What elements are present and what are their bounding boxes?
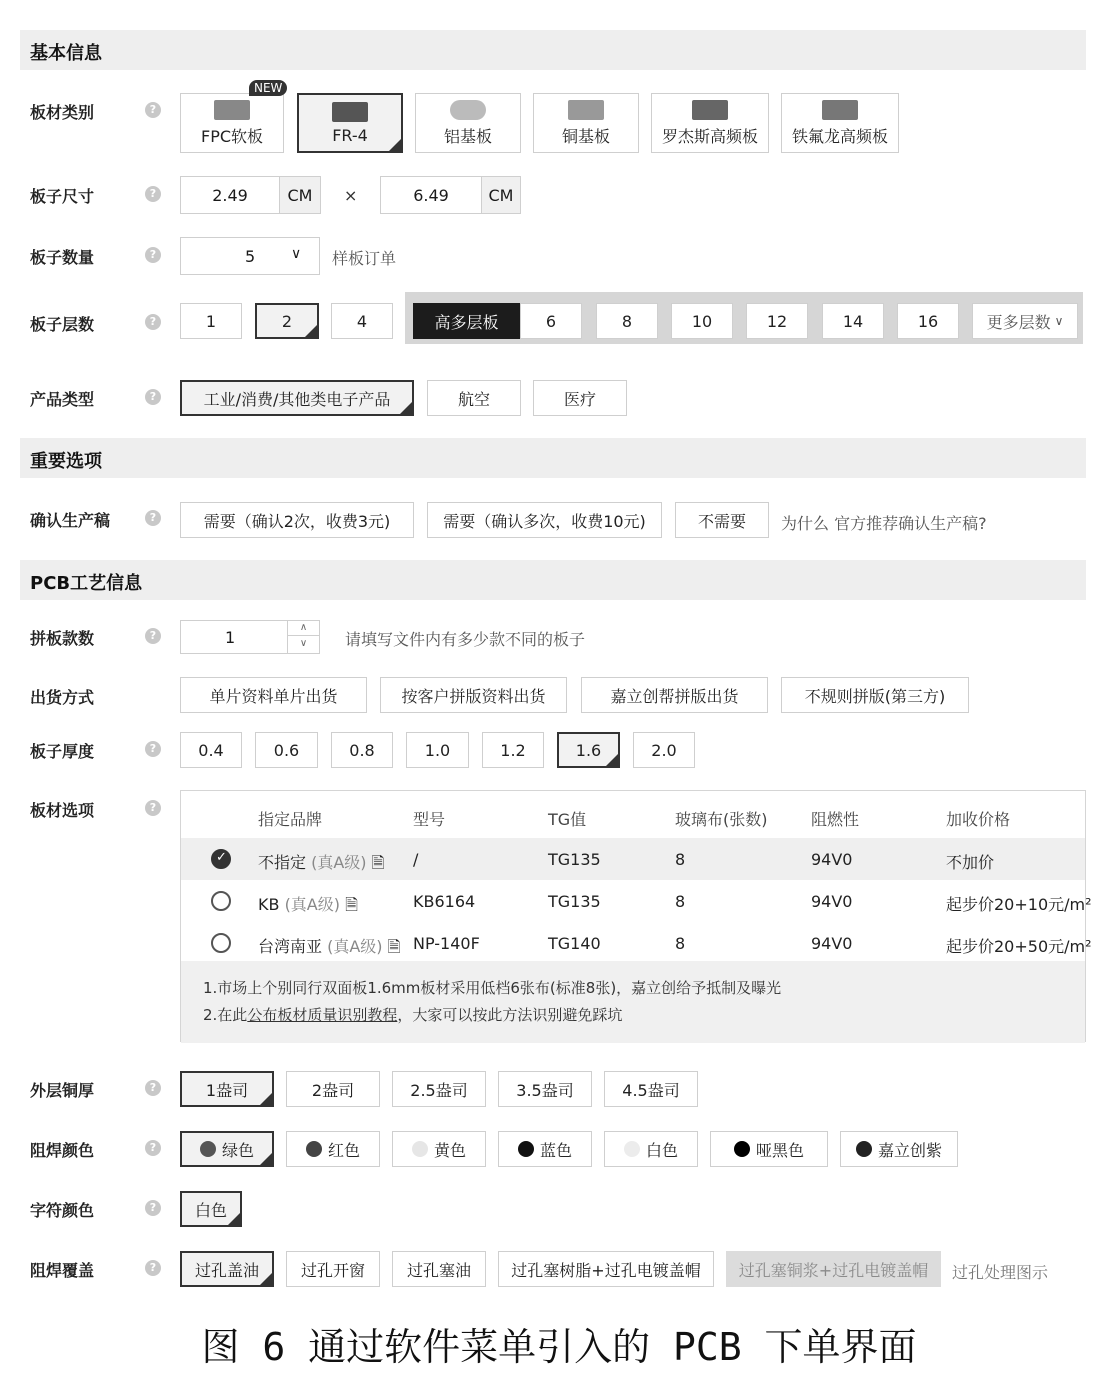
copper-option-1oz[interactable]: 1盎司 xyxy=(180,1071,274,1107)
color-swatch-icon xyxy=(518,1141,534,1157)
section-title: 基本信息 xyxy=(30,43,102,64)
silk-color-white[interactable]: 白色 xyxy=(180,1191,242,1227)
help-icon[interactable]: ? xyxy=(145,800,161,816)
layer-option-12[interactable]: 12 xyxy=(746,303,808,339)
shipping-option-customer-panel[interactable]: 按客户拼版资料出货 xyxy=(380,677,567,713)
header-price: 加收价格 xyxy=(946,810,1011,829)
color-swatch-icon xyxy=(200,1141,216,1157)
shipping-label: 出货方式 xyxy=(30,688,95,707)
board-qty-select[interactable]: 5 ∨ xyxy=(180,237,320,275)
layer-option-10[interactable]: 10 xyxy=(671,303,733,339)
silk-color-label: 字符颜色 xyxy=(30,1201,95,1220)
thickness-label: 板子厚度 xyxy=(30,742,95,761)
material-option-teflon[interactable]: 铁氟龙高频板 xyxy=(781,93,899,153)
shipping-option-jlc-panel[interactable]: 嘉立创帮拼版出货 xyxy=(581,677,768,713)
color-swatch-icon xyxy=(412,1141,428,1157)
radio-checked[interactable] xyxy=(211,849,231,869)
width-unit: CM xyxy=(279,176,321,214)
thickness-option-1.0[interactable]: 1.0 xyxy=(406,732,469,768)
confirm-option-twice[interactable]: 需要（确认2次，收费3元) xyxy=(180,502,414,538)
header-tg: TG值 xyxy=(548,810,587,829)
panel-count-label: 拼板款数 xyxy=(30,629,95,648)
times-sign: × xyxy=(344,186,358,205)
material-type-label: 板材类别 xyxy=(30,103,95,122)
solder-cover-open[interactable]: 过孔开窗 xyxy=(286,1251,380,1287)
copper-label: 外层铜厚 xyxy=(30,1081,95,1100)
radio-unchecked[interactable] xyxy=(211,891,231,911)
solder-cover-resin[interactable]: 过孔塞树脂+过孔电镀盖帽 xyxy=(498,1251,714,1287)
more-layers-dropdown[interactable]: 更多层数 ∨ xyxy=(972,303,1078,339)
product-type-aviation[interactable]: 航空 xyxy=(427,380,521,416)
header-flame: 阻燃性 xyxy=(811,810,860,829)
material-notes xyxy=(181,961,1085,1043)
panel-count-input[interactable]: 1 xyxy=(180,620,320,654)
help-icon[interactable]: ? xyxy=(145,1080,161,1096)
layer-option-4[interactable]: 4 xyxy=(331,303,393,339)
board-width-input[interactable]: 2.49 xyxy=(180,176,280,214)
aluminum-board-icon xyxy=(450,100,486,120)
document-icon[interactable]: 🗎 xyxy=(366,853,385,872)
help-icon[interactable]: ? xyxy=(145,628,161,644)
chevron-down-icon[interactable]: ∨ xyxy=(299,638,308,649)
material-option-aluminum[interactable]: 铝基板 xyxy=(415,93,521,153)
solder-cover-copper-paste: 过孔塞铜浆+过孔电镀盖帽 xyxy=(726,1251,941,1287)
layer-option-2[interactable]: 2 xyxy=(255,303,319,339)
copper-board-icon xyxy=(568,100,604,120)
copper-option-4.5oz[interactable]: 4.5盎司 xyxy=(604,1071,698,1107)
panel-count-stepper[interactable] xyxy=(287,620,319,654)
material-option-fr4[interactable]: FR-4 xyxy=(297,93,403,153)
confirm-label: 确认生产稿 xyxy=(30,511,111,530)
section-basic-info xyxy=(20,30,1086,70)
radio-unchecked[interactable] xyxy=(211,933,231,953)
thickness-option-1.6[interactable]: 1.6 xyxy=(557,732,620,768)
board-height-input[interactable]: 6.49 xyxy=(380,176,482,214)
solder-color-yellow[interactable]: 黄色 xyxy=(392,1131,486,1167)
confirm-option-multiple[interactable]: 需要（确认多次，收费10元) xyxy=(427,502,662,538)
color-swatch-icon xyxy=(856,1141,872,1157)
copper-option-2.5oz[interactable]: 2.5盎司 xyxy=(392,1071,486,1107)
solder-color-matte-black[interactable]: 哑黑色 xyxy=(710,1131,828,1167)
material-options-table xyxy=(180,790,1092,1042)
help-icon[interactable]: ? xyxy=(145,186,161,202)
thickness-option-2.0[interactable]: 2.0 xyxy=(633,732,695,768)
table-row[interactable]: ✓ 不指定 (真A级) 🗎 / TG135 8 94V0 不加价 xyxy=(181,838,1085,880)
teflon-board-icon xyxy=(822,100,858,120)
board-size-label: 板子尺寸 xyxy=(30,187,95,206)
help-icon[interactable]: ? xyxy=(145,1260,161,1276)
thickness-option-0.8[interactable]: 0.8 xyxy=(331,732,393,768)
section-pcb-process xyxy=(20,560,1086,600)
material-option-fpc[interactable]: FPC软板 xyxy=(180,93,284,153)
section-title: 重要选项 xyxy=(30,451,102,472)
thickness-option-0.6[interactable]: 0.6 xyxy=(255,732,318,768)
confirm-option-none[interactable]: 不需要 xyxy=(675,502,769,538)
note-line-2: 2.在此公布板材质量识别教程，大家可以按此方法识别避免踩坑 xyxy=(203,1006,623,1024)
product-type-industrial[interactable]: 工业/消费/其他类电子产品 xyxy=(180,380,414,416)
help-icon[interactable]: ? xyxy=(145,389,161,405)
chevron-down-icon: ∨ xyxy=(1054,314,1064,328)
document-icon[interactable]: 🗎 xyxy=(340,895,358,914)
section-title: PCB工艺信息 xyxy=(30,573,143,594)
layer-option-6[interactable]: 6 xyxy=(520,303,582,339)
document-icon[interactable]: 🗎 xyxy=(382,937,401,956)
multi-layer-tag: 高多层板 xyxy=(413,303,520,339)
header-glass: 玻璃布(张数) xyxy=(675,810,768,829)
layer-option-1[interactable]: 1 xyxy=(180,303,242,339)
help-icon[interactable]: ? xyxy=(145,102,161,118)
material-options-label: 板材选项 xyxy=(30,801,95,820)
help-icon[interactable]: ? xyxy=(145,510,161,526)
chevron-down-icon: ∨ xyxy=(291,246,302,262)
material-option-rogers[interactable]: 罗杰斯高频板 xyxy=(651,93,769,153)
figure-caption: 图 6 通过软件菜单引入的 PCB 下单界面 xyxy=(201,1325,917,1369)
solder-color-blue[interactable]: 蓝色 xyxy=(498,1131,592,1167)
color-swatch-icon xyxy=(624,1141,640,1157)
via-treatment-link[interactable]: 过孔处理图示 xyxy=(952,1263,1049,1282)
table-row[interactable]: 台湾南亚 (真A级) 🗎 NP-140F TG140 8 94V0 起步价20+50元/m² xyxy=(181,922,1085,964)
solder-cover-label: 阻焊覆盖 xyxy=(30,1261,95,1280)
fr4-board-icon xyxy=(332,102,368,122)
table-row[interactable]: KB (真A级) 🗎 KB6164 TG135 8 94V0 起步价20+10元/m² xyxy=(181,880,1085,922)
material-tutorial-link[interactable]: 公布板材质量识别教程 xyxy=(247,1006,398,1024)
product-type-medical[interactable]: 医疗 xyxy=(533,380,627,416)
material-option-copper[interactable]: 铜基板 xyxy=(533,93,639,153)
solder-color-white[interactable]: 白色 xyxy=(604,1131,698,1167)
chevron-up-icon[interactable]: ∧ xyxy=(288,620,319,636)
rogers-board-icon xyxy=(692,100,728,120)
note-line-1: 1.市场上个别同行双面板1.6mm板材采用低档6张布(标准8张)，嘉立创给予抵制及曝光 xyxy=(203,979,782,997)
layer-option-16[interactable]: 16 xyxy=(897,303,959,339)
copper-option-3.5oz[interactable]: 3.5盎司 xyxy=(498,1071,592,1107)
new-badge: NEW xyxy=(249,80,287,96)
fpc-board-icon xyxy=(214,100,250,120)
height-unit: CM xyxy=(481,176,521,214)
help-icon[interactable]: ? xyxy=(145,1140,161,1156)
solder-cover-tented[interactable]: 过孔盖油 xyxy=(180,1251,274,1287)
thickness-option-0.4[interactable]: 0.4 xyxy=(180,732,242,768)
help-icon[interactable]: ? xyxy=(145,1200,161,1216)
solder-color-purple[interactable]: 嘉立创紫 xyxy=(840,1131,958,1167)
help-icon[interactable]: ? xyxy=(145,247,161,263)
panel-count-note: 请填写文件内有多少款不同的板子 xyxy=(345,630,586,649)
header-model: 型号 xyxy=(413,810,446,829)
layer-option-14[interactable]: 14 xyxy=(822,303,884,339)
sample-order-note: 样板订单 xyxy=(332,249,397,268)
solder-color-red[interactable]: 红色 xyxy=(286,1131,380,1167)
solder-cover-plugged[interactable]: 过孔塞油 xyxy=(392,1251,486,1287)
confirm-why-link[interactable]: 为什么 官方推荐确认生产稿? xyxy=(781,514,987,533)
layers-label: 板子层数 xyxy=(30,315,95,334)
solder-color-green[interactable]: 绿色 xyxy=(180,1131,274,1167)
shipping-option-irregular[interactable]: 不规则拼版(第三方) xyxy=(781,677,969,713)
color-swatch-icon xyxy=(734,1141,750,1157)
color-swatch-icon xyxy=(306,1141,322,1157)
header-brand: 指定品牌 xyxy=(258,810,323,829)
help-icon[interactable]: ? xyxy=(145,741,161,757)
table-header xyxy=(181,795,1085,837)
thickness-option-1.2[interactable]: 1.2 xyxy=(482,732,544,768)
solder-color-label: 阻焊颜色 xyxy=(30,1141,95,1160)
copper-option-2oz[interactable]: 2盎司 xyxy=(286,1071,380,1107)
help-icon[interactable]: ? xyxy=(145,314,161,330)
shipping-option-single[interactable]: 单片资料单片出货 xyxy=(180,677,367,713)
board-qty-label: 板子数量 xyxy=(30,248,95,267)
layer-option-8[interactable]: 8 xyxy=(596,303,658,339)
section-important xyxy=(20,438,1086,478)
product-type-label: 产品类型 xyxy=(30,390,95,409)
